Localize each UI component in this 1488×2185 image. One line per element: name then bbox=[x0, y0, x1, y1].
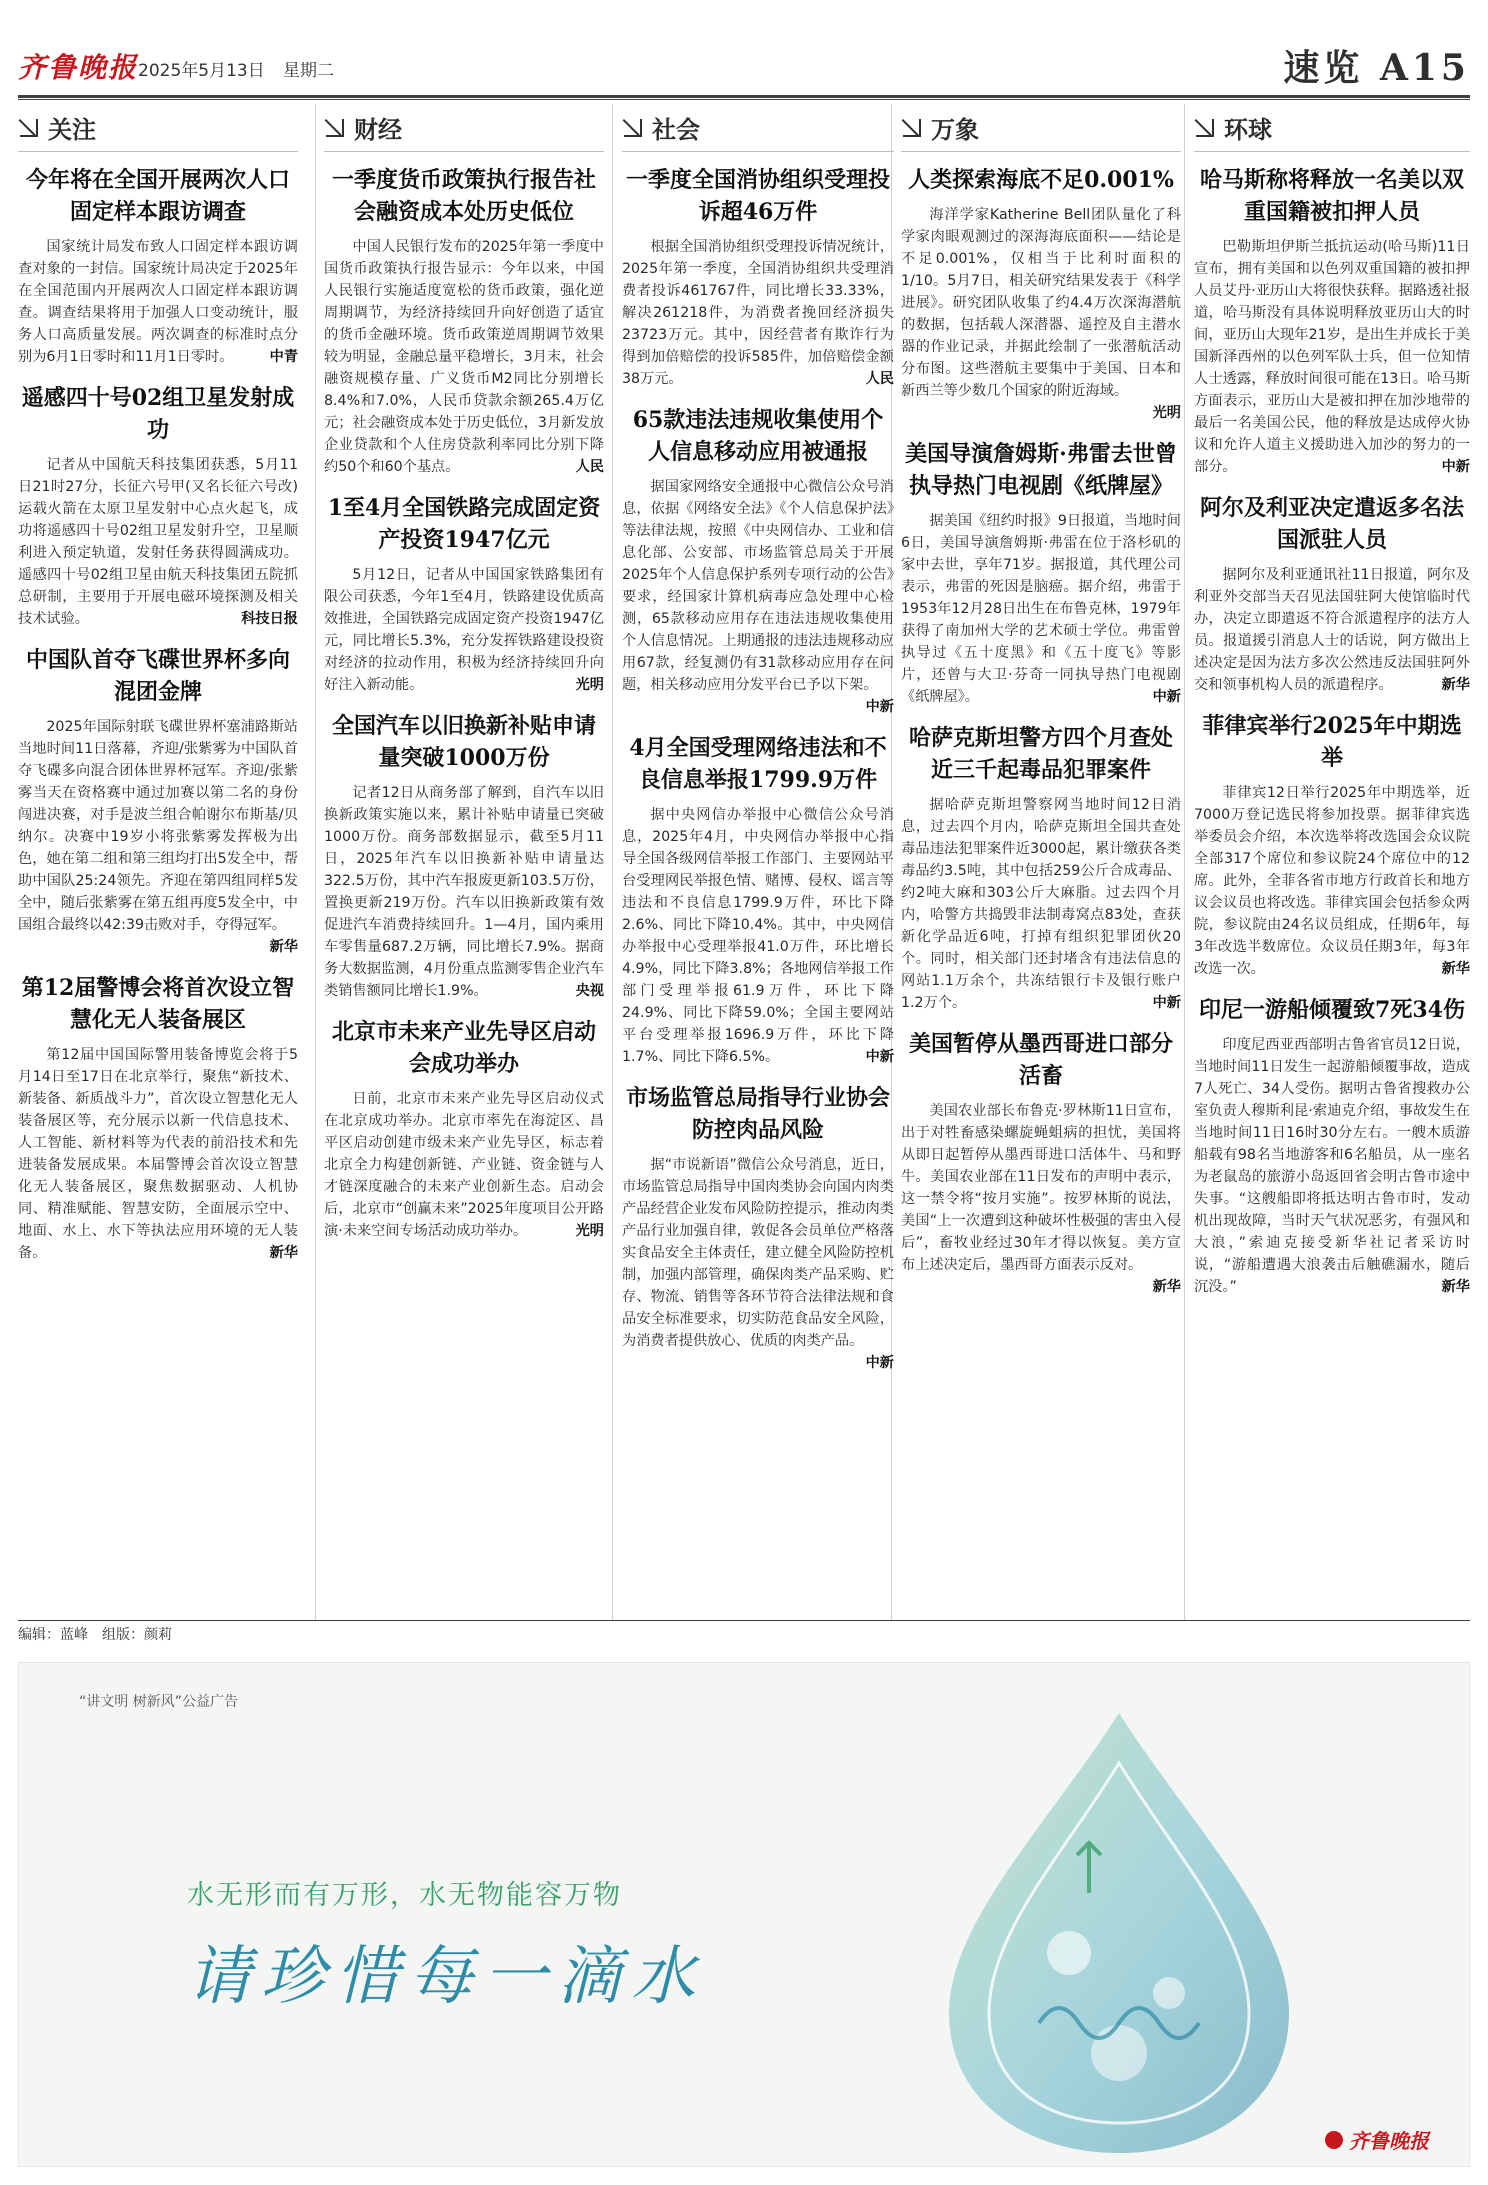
column-header bbox=[18, 104, 298, 152]
article-body bbox=[1194, 236, 1470, 478]
article-body bbox=[18, 236, 298, 368]
article[interactable] bbox=[1194, 710, 1470, 980]
masthead-logo: 齐鲁晚报 bbox=[18, 51, 139, 84]
arrow-down-right-icon bbox=[1194, 117, 1216, 139]
article-text: 2025年国际射联飞碟世界杯塞浦路斯站当地时间11日落幕，齐迎/张紫雾为中国队首夺飞碟多向混合团体世界杯冠军。齐迎/张紫雾当天在资格赛中通过加赛以第二名的身份闯进决赛，对手是波兰组合帕谢尔布斯基/贝纳尔。决赛中19岁小将张紫雾发挥极为出色，她在第二组和第三组均打出5发全中，帮助中国队25:24领先。齐迎在第四组同样5发全中，随后张紫雾在第五组再度5发全中，中国组合最终以42:39击败对手，夺得冠军。 bbox=[18, 719, 298, 933]
article-body bbox=[324, 236, 604, 478]
article-headline[interactable]: 全国汽车以旧换新补贴申请量突破1000万份 bbox=[331, 713, 596, 771]
article-headline[interactable]: 4月全国受理网络违法和不良信息举报1799.9万件 bbox=[629, 735, 887, 793]
article[interactable] bbox=[324, 164, 604, 478]
article-text: 据国家网络安全通报中心微信公众号消息，依据《网络安全法》《个人信息保护法》等法律法规，按照《中央网信办、工业和信息化部、公安部、市场监管总局关于开展2025年个人信息保护系列专项行动的公告》要求，经国家计算机病毒应急处理中心检测，65款移动应用存在违法违规收集使用个人信息情况。上期通报的违法违规移动应用67款，经复测仍有31款移动应用存在问题，相关移动应用分发平台已予以下架。 bbox=[622, 479, 894, 693]
article-body bbox=[622, 236, 894, 390]
arrow-down-right-icon bbox=[901, 117, 923, 139]
article-headline[interactable]: 一季度货币政策执行报告社会融资成本处历史低位 bbox=[331, 167, 596, 225]
article-text: 记者从中国航天科技集团获悉，5月11日21时27分，长征六号甲(又名长征六号改)运载火箭在太原卫星发射中心点火起飞，成功将遥感四十号02组卫星发射升空，卫星顺利进入预定轨道，发射任务获得圆满成功。遥感四十号02组卫星由航天科技集团五院抓总研制，主要用于开展电磁环境探测及相关技术试验。 bbox=[18, 457, 298, 627]
article-text: 美国农业部长布鲁克·罗林斯11日宣布，出于对牲畜感染螺旋蝇蛆病的担忧，美国将从即日起暂停从墨西哥进口活体牛、马和野牛。美国农业部在11日发布的声明中表示，这一禁令将“按月实施”。按罗林斯的说法，美国“上一次遭到这种破坏性极强的害虫入侵后”，畜牧业经过30年才得以恢复。美方宣布上述决定后，墨西哥方面表示反对。 bbox=[901, 1103, 1181, 1273]
article-headline[interactable]: 人类探索海底不足0.001% bbox=[908, 167, 1174, 193]
article-body bbox=[622, 1154, 894, 1371]
article-headline[interactable]: 印尼一游船倾覆致7死34伤 bbox=[1199, 997, 1465, 1023]
article[interactable] bbox=[18, 382, 298, 630]
column-caijing bbox=[324, 104, 604, 1620]
arrow-down-right-icon bbox=[18, 117, 40, 139]
article[interactable] bbox=[901, 1028, 1181, 1298]
news-columns bbox=[18, 104, 1470, 1620]
article[interactable] bbox=[622, 404, 894, 718]
article-body bbox=[1194, 1034, 1470, 1298]
article[interactable] bbox=[18, 644, 298, 958]
issue-date: 2025年5月13日 bbox=[138, 61, 265, 81]
article-body bbox=[622, 476, 894, 715]
footer-rule bbox=[18, 1620, 1470, 1621]
article-text: 根据全国消协组织受理投诉情况统计，2025年第一季度，全国消协组织共受理消费者投诉461767件，同比增长33.33%，解决261218件，为消费者挽回经济损失23723万元。其中，因经营者有欺诈行为得到加倍赔偿的投诉585件，加倍赔偿金额38万元。 bbox=[622, 239, 894, 387]
article-body bbox=[18, 454, 298, 630]
column-title: 万象 bbox=[931, 115, 979, 144]
article-text: 据美国《纽约时报》9日报道，当地时间6日，美国导演詹姆斯·弗雷在位于洛杉矶的家中去世，享年71岁。据报道，其代理公司表示，弗雷的死因是脑癌。据介绍，弗雷于1953年12月28日出生在布鲁克林，1979年获得了南加州大学的艺术硕士学位。弗雷曾执导过《五十度黑》和《五十度飞》等影片，还曾与大卫·芬奇一同执导热门电视剧《纸牌屋》。 bbox=[901, 513, 1181, 705]
arrow-down-right-icon bbox=[622, 117, 644, 139]
article-body bbox=[901, 204, 1181, 421]
article-headline[interactable]: 市场监管总局指导行业协会防控肉品风险 bbox=[625, 1085, 890, 1143]
public-service-ad bbox=[18, 1662, 1470, 2167]
column-header bbox=[901, 104, 1181, 152]
article-headline[interactable]: 65款违法违规收集使用个人信息移动应用被通报 bbox=[632, 407, 884, 465]
article-text: 国家统计局发布致人口固定样本跟访调查对象的一封信。国家统计局决定于2025年在全国范围内开展两次人口固定样本跟访调查。调查结果将用于加强人口变动统计，服务人口高质量发展。两次调查的标准时点分别为6月1日零时和11月1日零时。 bbox=[18, 239, 298, 365]
article-headline[interactable]: 阿尔及利亚决定遣返多名法国派驻人员 bbox=[1199, 495, 1464, 553]
article-headline[interactable]: 美国暂停从墨西哥进口部分活畜 bbox=[908, 1031, 1173, 1089]
article[interactable] bbox=[18, 164, 298, 368]
article-source: 新华 bbox=[1441, 1279, 1470, 1295]
column-header bbox=[324, 104, 604, 152]
article-source: 光明 bbox=[575, 677, 604, 693]
page-header bbox=[18, 36, 1470, 94]
article-source: 中青 bbox=[269, 349, 298, 365]
article-body bbox=[324, 782, 604, 1002]
column-guanzhu bbox=[18, 104, 298, 1620]
article-body bbox=[324, 564, 604, 696]
column-wanxiang bbox=[901, 104, 1181, 1620]
article-source: 人民 bbox=[865, 371, 894, 387]
column-title: 环球 bbox=[1224, 115, 1272, 144]
article-text: 据哈萨克斯坦警察网当地时间12日消息，过去四个月内，哈萨克斯坦全国共查处毒品违法犯罪案件近3000起，累计缴获各类毒品约3.5吨，其中包括259公斤合成毒品、约2吨大麻和303公斤大麻脂。过去四个月内，哈警方共捣毁非法制毒窝点83处，查获新化学品近6吨，打掉有组织犯罪团伙20个。同时，相关部门还封堵含有违法信息的网站1.1万余个，共冻结银行卡及银行账户1.2万个。 bbox=[901, 797, 1181, 1011]
article[interactable] bbox=[324, 492, 604, 696]
article[interactable] bbox=[622, 1082, 894, 1374]
article-body bbox=[18, 1044, 298, 1264]
article[interactable] bbox=[324, 1016, 604, 1242]
ad-tag: “讲文明 树新风”公益广告 bbox=[79, 1694, 238, 1710]
article[interactable] bbox=[18, 972, 298, 1264]
article-text: 据中央网信办举报中心微信公众号消息，2025年4月，中央网信办举报中心指导全国各级网信举报工作部门、主要网站平台受理网民举报色情、赌博、侵权、谣言等违法和不良信息1799.9万件，环比下降2.6%、同比下降10.4%。其中，中央网信办举报中心受理举报41.0万件，环比增长4.9%，同比下降3.8%；各地网信举报工作部门受理举报61.9万件，环比下降24.9%、同比下降59.0%；全国主要网站平台受理举报1696.9万件，环比下降1.7%、同比下降6.5%。 bbox=[622, 807, 894, 1065]
article[interactable] bbox=[901, 164, 1181, 424]
ad-brand-name: 齐鲁晚报 bbox=[1349, 2129, 1429, 2153]
article-source: 中新 bbox=[865, 1355, 894, 1371]
column-shehui bbox=[622, 104, 894, 1620]
article-text: 记者12日从商务部了解到，自汽车以旧换新政策实施以来，累计补贴申请量已突破1000万份。商务部数据显示，截至5月11日，2025年汽车以旧换新补贴申请量达322.5万份，其中汽车报废更新103.5万份，置换更新219万份。汽车以旧换新政策有效促进汽车消费持续回升。1—4月，国内乘用车零售量687.2万辆，同比增长7.9%。据商务大数据监测，4月份重点监测零售企业汽车类销售额同比增长1.9%。 bbox=[324, 785, 604, 999]
article-body bbox=[324, 1088, 604, 1242]
article-headline[interactable]: 中国队首夺飞碟世界杯多向混团金牌 bbox=[25, 647, 290, 705]
arrow-down-right-icon bbox=[324, 117, 346, 139]
brand-mark-icon bbox=[1325, 2131, 1343, 2149]
column-header bbox=[1194, 104, 1470, 152]
water-drop-illustration-icon bbox=[889, 1693, 1349, 2163]
article-headline[interactable]: 遥感四十号02组卫星发射成功 bbox=[21, 385, 295, 443]
article-source: 光明 bbox=[1152, 405, 1181, 421]
article[interactable] bbox=[324, 710, 604, 1002]
article-headline[interactable]: 今年将在全国开展两次人口固定样本跟访调查 bbox=[25, 167, 290, 225]
article-source: 中新 bbox=[865, 1049, 894, 1065]
ad-slogan: 水无形而有万形，水无物能容万物 bbox=[187, 1880, 622, 1911]
article[interactable] bbox=[901, 438, 1181, 708]
article-source: 光明 bbox=[575, 1223, 604, 1239]
article-body bbox=[1194, 782, 1470, 980]
column-title: 财经 bbox=[354, 115, 402, 144]
article[interactable] bbox=[1194, 164, 1470, 478]
article-headline[interactable]: 哈萨克斯坦警方四个月查处近三千起毒品犯罪案件 bbox=[908, 725, 1173, 783]
article-source: 中新 bbox=[865, 699, 894, 715]
article-text: 日前，北京市未来产业先导区启动仪式在北京成功举办。北京市率先在海淀区、昌平区启动创建市级未来产业先导区，标志着北京全力构建创新链、产业链、资金链与人才链深度融合的未来产业创新生态。启动会后，北京市“创赢未来”2025年度项目公开路演·未来空间专场活动成功举办。 bbox=[324, 1091, 604, 1239]
article-source: 中新 bbox=[1152, 689, 1181, 705]
article-source: 新华 bbox=[269, 939, 298, 955]
article-body bbox=[18, 716, 298, 955]
article-source: 科技日报 bbox=[241, 611, 298, 627]
article-text: 5月12日，记者从中国国家铁路集团有限公司获悉，今年1至4月，铁路建设优质高效推进，全国铁路完成固定资产投资1947亿元，同比增长5.3%，充分发挥铁路建设投资对经济的拉动作用，积极为经济持续回升向好注入新动能。 bbox=[324, 567, 604, 693]
ad-calligraphy-slogan: 请珍惜每一滴水 bbox=[187, 1940, 705, 2014]
article-text: 第12届中国国际警用装备博览会将于5月14日至17日在北京举行，聚焦“新技术、新装备、新质战斗力”，首次设立智慧化无人装备展区等，充分展示以新一代信息技术、人工智能、新材料等为代表的前沿技术和先进装备发展成果。本届警博会首次设立智慧化无人装备展区，聚焦数据驱动、人机协同、精准赋能、智慧安防，全面展示空中、地面、水上、水下等执法应用环境的无人装备。 bbox=[18, 1047, 298, 1261]
article-text: 据阿尔及利亚通讯社11日报道，阿尔及利亚外交部当天召见法国驻阿大使馆临时代办，决定立即遣返不符合派遣程序的法方人员。报道援引消息人士的话说，阿方做出上述决定是因为法方多次公然违反法国驻阿外交和领事机构人员的派遣程序。 bbox=[1194, 567, 1470, 693]
article-source: 中新 bbox=[1441, 459, 1470, 475]
article[interactable] bbox=[622, 164, 894, 390]
article[interactable] bbox=[622, 732, 894, 1068]
editor-credits: 编辑：蓝峰 组版：颜莉 bbox=[18, 1627, 172, 1643]
article-text: 海洋学家Katherine Bell团队量化了科学家肉眼观测过的深海海底面积——结论是不足0.001%，仅相当于比利时面积的1/10。5月7日，相关研究结果发表于《科学进展》。研究团队收集了约4.4万次深海潜航的数据，包括载人深潜器、遥控及自主潜水器的作业记录，并据此绘制了一张潜航活动分布图。这些潜航主要集中于美国、日本和新西兰等少数几个国家的附近海域。 bbox=[901, 207, 1181, 399]
article-body bbox=[901, 794, 1181, 1014]
article-source: 人民 bbox=[575, 459, 604, 475]
article-source: 央视 bbox=[575, 983, 604, 999]
article-source: 新华 bbox=[1441, 677, 1470, 693]
header-rule-thin bbox=[18, 99, 1470, 100]
article[interactable] bbox=[1194, 994, 1470, 1298]
article-source: 新华 bbox=[1441, 961, 1470, 977]
column-title: 社会 bbox=[652, 115, 700, 144]
article-text: 据“市说新语”微信公众号消息，近日，市场监管总局指导中国肉类协会向国内肉类产品经营企业发布风险防控提示，推动肉类产品行业加强自律，敦促各会员单位严格落实食品安全主体责任，建立健全风险防控机制，加强内部管理，确保肉类产品采购、贮存、物流、销售等各环节符合法律法规和食品安全标准要求，切实防范食品安全风险，为消费者提供放心、优质的肉类产品。 bbox=[622, 1157, 894, 1349]
article-source: 新华 bbox=[1152, 1279, 1181, 1295]
article-text: 印度尼西亚西部明古鲁省官员12日说，当地时间11日发生一起游船倾覆事故，造成7人死亡、34人受伤。据明古鲁省搜救办公室负责人穆斯利昆·索迪克介绍，事故发生在当地时间11日16时30分左右。一艘木质游船载有98名当地游客和6名船员，从一座名为老鼠岛的旅游小岛返回省会明古鲁市途中失事。“这艘船即将抵达明古鲁市时，发动机出现故障，当时天气状况恶劣，有强风和大浪，”索迪克接受新华社记者采访时说，“游船遭遇大浪袭击后触礁漏水，随后沉没。” bbox=[1194, 1037, 1470, 1295]
ad-brand-logo bbox=[1325, 2125, 1429, 2154]
article-body bbox=[1194, 564, 1470, 696]
article-text: 菲律宾12日举行2025年中期选举，近7000万登记选民将参加投票。据菲律宾选举委员会介绍，本次选举将改选国会众议院全部317个席位和参议院24个席位中的12席。此外，全菲各省市地方行政首长和地方议会议员也将改选。菲律宾国会包括参众两院，参议院由24名议员组成，任期6年，每3年改选半数席位。众议员任期3年，每3年改选一次。 bbox=[1194, 785, 1470, 977]
column-header bbox=[622, 104, 894, 152]
article-text: 中国人民银行发布的2025年第一季度中国货币政策执行报告显示：今年以来，中国人民银行实施适度宽松的货币政策，强化逆周期调节，为经济持续回升向好创造了适宜的货币金融环境。货币政策逆周期调节效果较为明显，金融总量平稳增长，3月末，社会融资规模存量、广义货币M2同比分别增长8.4%和7.0%，人民币贷款余额265.4万亿元；社会融资成本处于历史低位，3月新发放企业贷款和个人住房贷款利率同比分别下降约50个和60个基点。 bbox=[324, 239, 604, 475]
article-source: 中新 bbox=[1152, 995, 1181, 1011]
article-headline[interactable]: 1至4月全国铁路完成固定资产投资1947亿元 bbox=[327, 495, 601, 553]
header-rule bbox=[18, 95, 1470, 98]
article[interactable] bbox=[1194, 492, 1470, 696]
article-headline[interactable]: 第12届警博会将首次设立智慧化无人装备展区 bbox=[21, 975, 295, 1033]
article-headline[interactable]: 一季度全国消协组织受理投诉超46万件 bbox=[625, 167, 890, 225]
article-body bbox=[901, 1100, 1181, 1295]
article-headline[interactable]: 菲律宾举行2025年中期选举 bbox=[1202, 713, 1462, 771]
article-source: 新华 bbox=[269, 1245, 298, 1261]
column-huanqiu bbox=[1194, 104, 1470, 1620]
article-body bbox=[622, 804, 894, 1068]
article-headline[interactable]: 美国导演詹姆斯·弗雷去世曾执导热门电视剧《纸牌屋》 bbox=[905, 441, 1177, 499]
article-headline[interactable]: 北京市未来产业先导区启动会成功举办 bbox=[331, 1019, 596, 1077]
article[interactable] bbox=[901, 722, 1181, 1014]
section-page-label: 速览 A15 bbox=[1283, 47, 1470, 89]
issue-weekday: 星期二 bbox=[283, 61, 334, 81]
article-body bbox=[901, 510, 1181, 708]
article-headline[interactable]: 哈马斯称将释放一名美以双重国籍被扣押人员 bbox=[1199, 167, 1464, 225]
article-text: 巴勒斯坦伊斯兰抵抗运动(哈马斯)11日宣布，拥有美国和以色列双重国籍的被扣押人员艾丹·亚历山大将很快获释。据路透社报道，哈马斯没有具体说明释放亚历山大的时间，亚历山大现年21岁，是出生并成长于美国新泽西州的以色列军队士兵，但一位知情人士透露，释放时间很可能在13日。哈马斯方面表示，亚历山大是被扣押在加沙地带的最后一名美国公民，他的释放是达成停火协议和允许人道主义援助进入加沙的努力的一部分。 bbox=[1194, 239, 1470, 475]
column-title: 关注 bbox=[48, 115, 96, 144]
